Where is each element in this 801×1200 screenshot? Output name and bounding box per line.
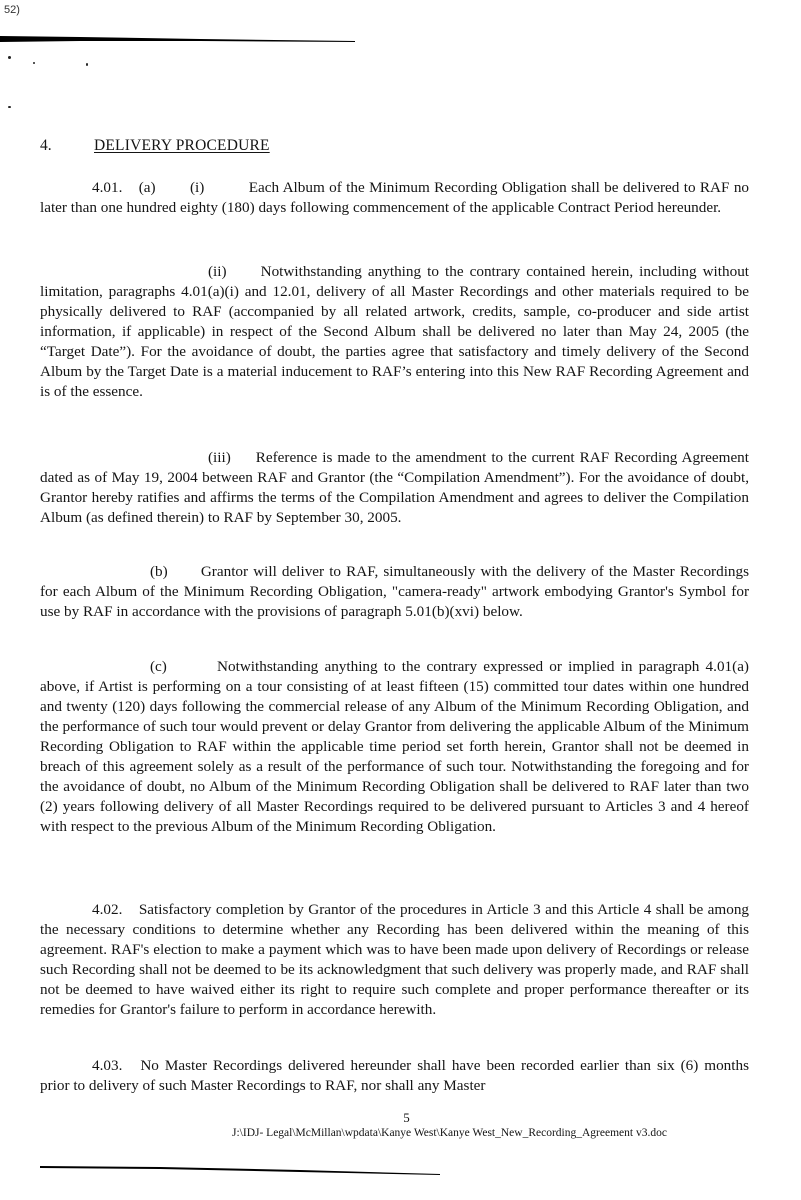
section-heading [40,137,270,155]
label-section: 4.02. [92,901,123,918]
paragraph-4-01-a-i [40,178,749,218]
label-item: (i) [189,179,205,196]
paragraph-4-01-b [40,562,749,622]
page-number: 5 [403,1110,410,1125]
paragraph-4-02 [40,900,749,1020]
scan-speck [33,62,35,64]
scan-speck [86,63,88,66]
paragraph-4-01-a-iii [40,448,749,528]
paragraph-text: Each Album of the Minimum Recording Obligation shall be delivered to RAF no later than one hundred eighty (180) days following commencement of the applicable Contract Period hereunder. [40,179,750,216]
scan-artifact-bottom-rule [40,1165,440,1177]
paragraph-text: Notwithstanding anything to the contrary expressed or implied in paragraph 4.01(a) above, if Artist is performing on a tour consisting of at least fifteen (15) committed tour dates within one hundred and twenty (120) days following the commercial release of any Album of the Minimum Recording Obligation, and the performance of such tour would prevent or delay Grantor from delivering the applicable Album of the Minimum Recording Obligation to RAF within the applicable time period set forth herein, Grantor shall not be deemed in breach of this agreement solely as a result of the performance of such tour. Notwithstanding the foregoing and for the avoidance of doubt, no Album of the Minimum Recording Obligation shall be delivered to RAF later than two (2) years following delivery of all Master Recordings required to be delivered pursuant to Articles 3 and 4 hereof with respect to the previous Album of the Minimum Recording Obligation. [40,658,749,835]
paragraph-text: Grantor will deliver to RAF, simultaneously with the delivery of the Master Recordings for each Album of the Minimum Recording Obligation, "camera-ready" artwork embodying Grantor's Symbol for use by RAF in accordance with the provisions of paragraph 5.01(b)(xvi) below. [40,563,750,620]
label-section: 4.01. [92,179,123,196]
label-item: (ii) [208,263,227,280]
paragraph-text: Reference is made to the amendment to the current RAF Recording Agreement dated as of May 19, 2004 between RAF and Grantor (the “Compilation Amendment”). For the avoidance of doubt, Grantor hereby ratifies and affirms the terms of the Compilation Amendment and agrees to deliver the Compilation Album (as defined therein) to RAF by September 30, 2005. [40,449,749,526]
paragraph-4-01-a-ii [40,262,749,402]
paragraph-4-01-c [40,657,749,837]
corner-page-label: 52) [4,4,20,16]
label-item: (iii) [208,449,231,466]
paragraph-text: No Master Recordings delivered hereunder shall have been recorded earlier than six (6) months prior to delivery of such Master Recordings to RAF, nor shall any Master [40,1057,749,1094]
label-section: 4.03. [92,1057,123,1074]
paragraph-4-03 [40,1056,749,1096]
label-sub: (a) [138,179,156,196]
footer-file-path: J:\IDJ- Legal\McMillan\wpdata\Kanye West\Kanye West_New_Recording_Agreement v3.doc [232,1127,667,1139]
paragraph-text: Notwithstanding anything to the contrary contained herein, including without limitation, paragraphs 4.01(a)(i) and 12.01, delivery of all Master Recordings and other materials required to be physically delivered to RAF (accompanied by all related artwork, credits, sample, co-producer and side artist information, if applicable) in respect of the Second Album shall be delivered no later than May 24, 2005 (the “Target Date”). For the avoidance of doubt, the parties agree that satisfactory and timely delivery of the Second Album by the Target Date is a material inducement to RAF’s entering into this New RAF Recording Agreement and is of the essence. [40,263,750,400]
section-title: DELIVERY PROCEDURE [94,137,270,154]
scan-artifact-top-rule [0,35,355,43]
paragraph-text: Satisfactory completion by Grantor of the procedures in Article 3 and this Article 4 shall be among the necessary conditions to determine whether any Recording has been delivered within the meaning of this agreement. RAF's election to make a payment which was to have been made upon delivery of Recordings or release such Recording shall not be deemed to be its acknowledgment that such delivery was properly made, and RAF shall not be deemed to have waived either its right to require such complete and proper performance thereafter or its remedies for Grantor's failure to perform in accordance herewith. [40,901,750,1018]
scan-speck [8,106,11,108]
label-sub: (b) [150,563,168,580]
scan-speck [8,56,11,59]
section-number: 4. [40,137,52,154]
label-sub: (c) [150,658,167,675]
